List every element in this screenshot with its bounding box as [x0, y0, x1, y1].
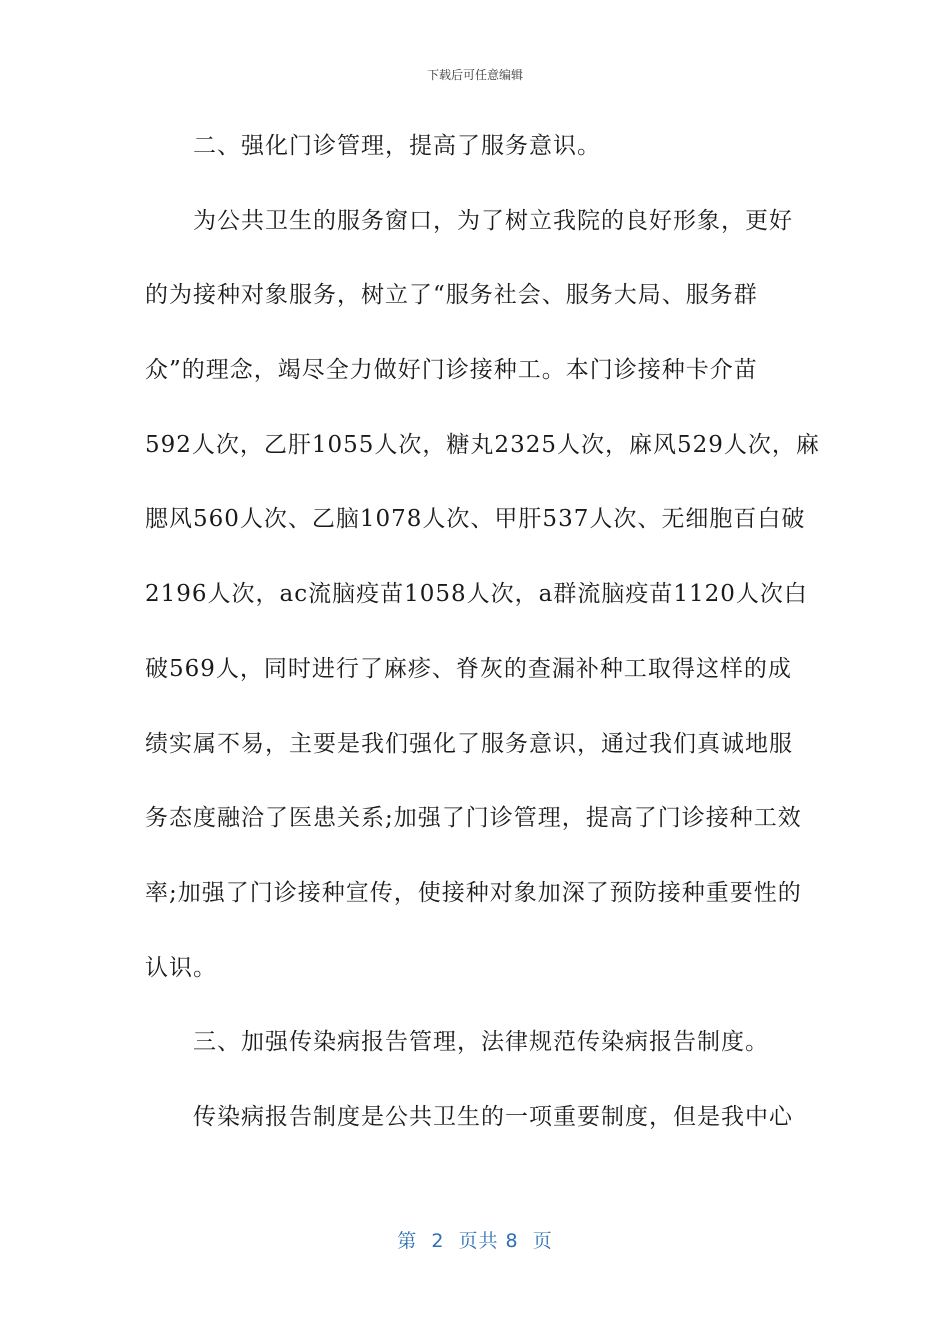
paragraph-line: 率;加强了门诊接种宣传，使接种对象加深了预防接种重要性的 [145, 879, 802, 906]
paragraph-line: 绩实属不易，主要是我们强化了服务意识，通过我们真诚地服 [145, 730, 793, 757]
paragraph-line: 认识。 [145, 954, 217, 981]
paragraph-line: 务态度融洽了医患关系;加强了门诊管理，提高了门诊接种工效 [145, 805, 802, 832]
paragraph-line: 592人次，乙肝1055人次，糖丸2325人次，麻风529人次，麻 [145, 431, 820, 458]
page-header: 下载后可任意编辑 [426, 68, 523, 82]
section-heading: 三、加强传染病报告管理，法律规范传染病报告制度。 [193, 1029, 769, 1056]
paragraph-line: 传染病报告制度是公共卫生的一项重要制度，但是我中心 [193, 1103, 793, 1130]
paragraph-line: 为公共卫生的服务窗口，为了树立我院的良好形象，更好 [193, 207, 793, 234]
document-body [145, 126, 820, 1172]
paragraph-line: 2196人次，ac流脑疫苗1058人次，a群流脑疫苗1120人次白 [145, 581, 808, 608]
paragraph-line: 破569人，同时进行了麻疹、脊灰的查漏补种工取得这样的成 [145, 655, 792, 682]
paragraph-line: 众”的理念，竭尽全力做好门诊接种工。本门诊接种卡介苗 [145, 357, 758, 384]
section-heading: 二、强化门诊管理，提高了服务意识。 [193, 133, 601, 159]
paragraph-line: 腮风560人次、乙脑1078人次、甲肝537人次、无细胞百白破 [145, 506, 806, 533]
page-number: 第 2 页共 8 页 [397, 1230, 553, 1252]
paragraph-line: 的为接种对象服务，树立了“服务社会、服务大局、服务群 [145, 282, 758, 309]
